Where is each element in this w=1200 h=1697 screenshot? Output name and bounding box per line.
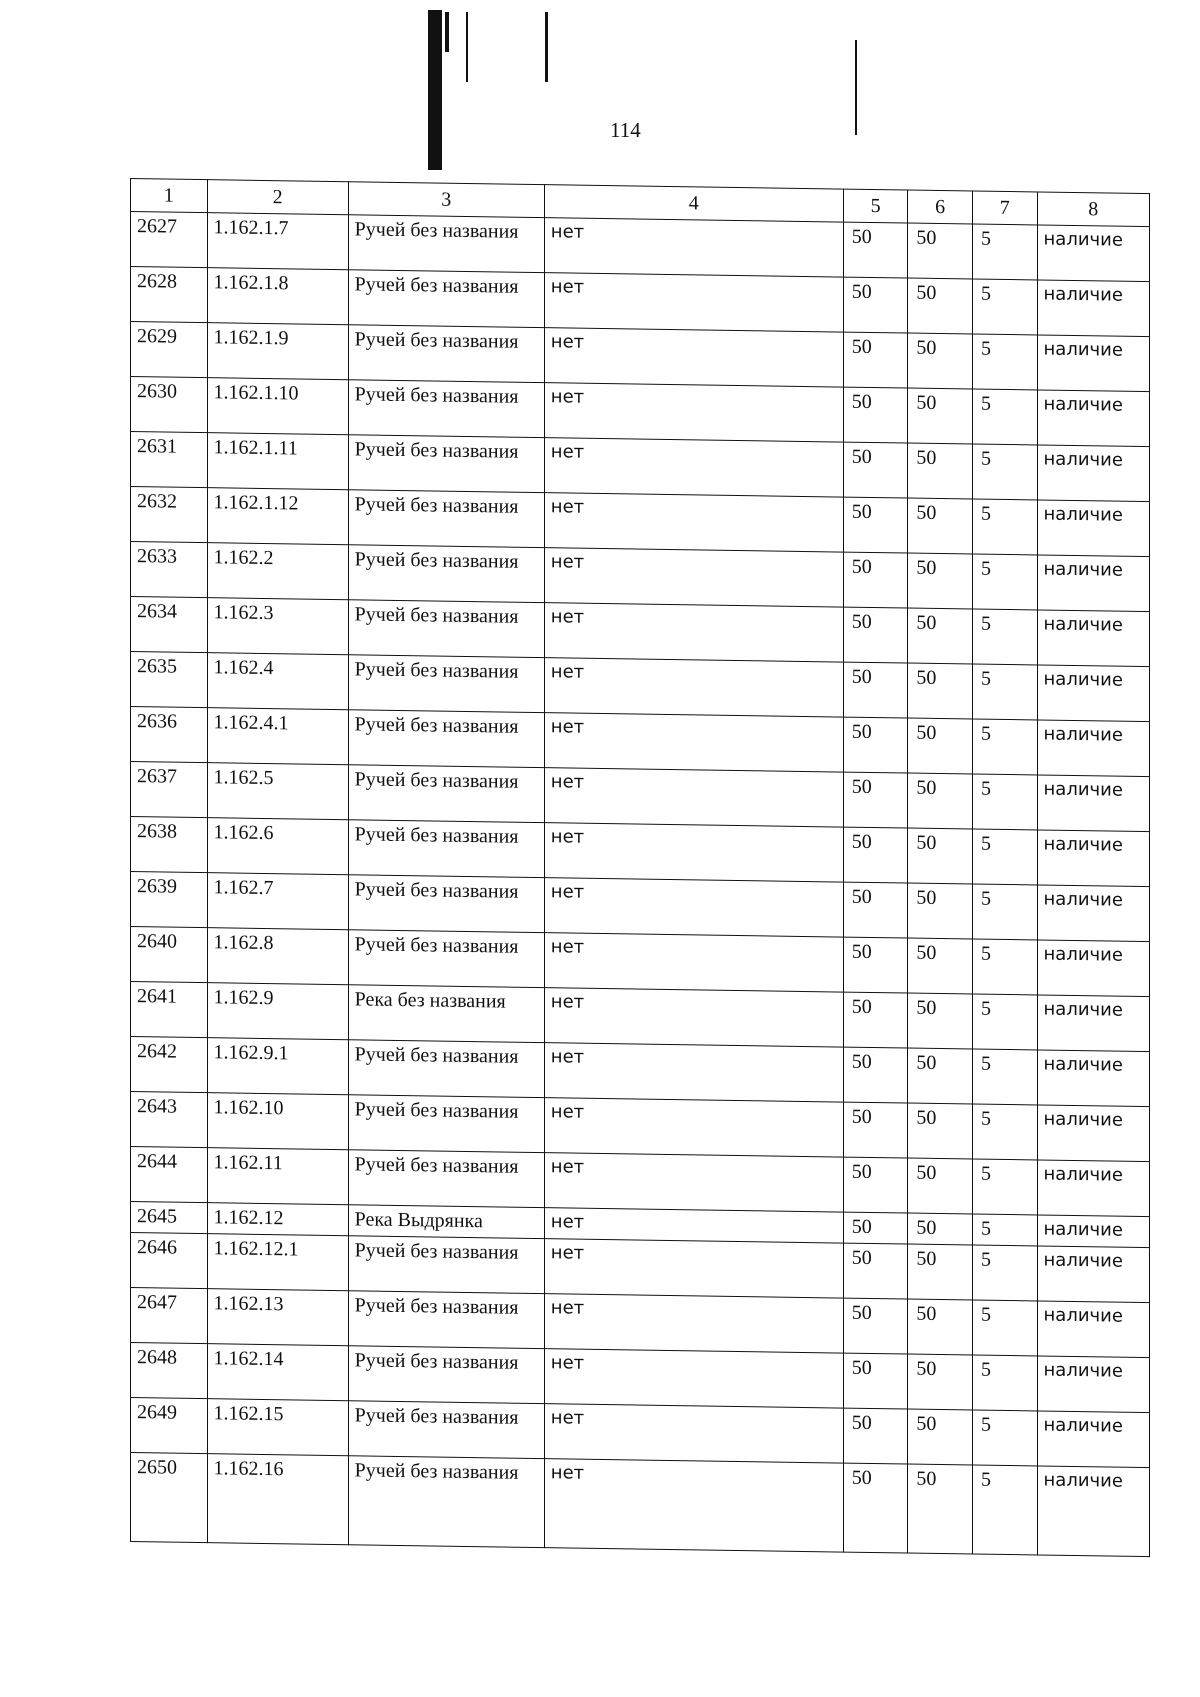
column-5: 50 bbox=[843, 442, 908, 498]
column-5: 50 bbox=[843, 387, 908, 443]
row-number: 2637 bbox=[131, 762, 208, 818]
column-4: нет bbox=[544, 713, 843, 772]
column-6: 50 bbox=[908, 388, 973, 444]
row-number: 2650 bbox=[131, 1453, 208, 1543]
row-number: 2629 bbox=[131, 322, 208, 378]
row-number: 2641 bbox=[131, 982, 208, 1038]
column-4: нет bbox=[544, 548, 843, 607]
column-7: 5 bbox=[972, 499, 1037, 555]
column-4: нет bbox=[544, 988, 843, 1047]
code: 1.162.6 bbox=[207, 818, 348, 875]
column-7: 5 bbox=[972, 1465, 1037, 1555]
column-7: 5 bbox=[972, 1355, 1037, 1411]
water-body-name: Река Выдрянка bbox=[348, 1205, 544, 1239]
column-4: нет bbox=[544, 1404, 843, 1463]
column-6: 50 bbox=[908, 443, 973, 499]
code: 1.162.10 bbox=[207, 1093, 348, 1150]
column-8: наличие bbox=[1037, 390, 1149, 447]
column-4: нет bbox=[544, 383, 843, 442]
column-header: 6 bbox=[908, 190, 973, 224]
row-number: 2636 bbox=[131, 707, 208, 763]
code: 1.162.12.1 bbox=[207, 1234, 348, 1291]
row-number: 2645 bbox=[131, 1202, 208, 1234]
column-4: нет bbox=[544, 1153, 843, 1212]
column-7: 5 bbox=[972, 1245, 1037, 1301]
column-5: 50 bbox=[843, 937, 908, 993]
column-7: 5 bbox=[972, 939, 1037, 995]
column-7: 5 bbox=[972, 1159, 1037, 1215]
column-6: 50 bbox=[908, 223, 973, 279]
column-8: наличие bbox=[1037, 995, 1149, 1052]
column-8: наличие bbox=[1037, 1215, 1149, 1248]
column-4: нет bbox=[544, 438, 843, 497]
column-5: 50 bbox=[843, 882, 908, 938]
column-5: 50 bbox=[843, 607, 908, 663]
column-5: 50 bbox=[843, 827, 908, 883]
column-6: 50 bbox=[908, 278, 973, 334]
column-header: 2 bbox=[207, 180, 348, 215]
column-7: 5 bbox=[972, 884, 1037, 940]
column-7: 5 bbox=[972, 334, 1037, 390]
row-number: 2639 bbox=[131, 872, 208, 928]
code: 1.162.3 bbox=[207, 598, 348, 655]
column-7: 5 bbox=[972, 664, 1037, 720]
code: 1.162.4.1 bbox=[207, 708, 348, 765]
data-table bbox=[130, 178, 1150, 1557]
column-7: 5 bbox=[972, 554, 1037, 610]
column-4: нет bbox=[544, 768, 843, 827]
row-number: 2634 bbox=[131, 597, 208, 653]
column-6: 50 bbox=[908, 1464, 973, 1554]
code: 1.162.1.10 bbox=[207, 378, 348, 435]
column-header: 1 bbox=[131, 179, 208, 213]
water-body-name: Ручей без названия bbox=[348, 435, 544, 493]
column-7: 5 bbox=[972, 774, 1037, 830]
column-8: наличие bbox=[1037, 830, 1149, 887]
column-8: наличие bbox=[1037, 1301, 1149, 1358]
row-number: 2630 bbox=[131, 377, 208, 433]
water-body-name: Ручей без названия bbox=[348, 215, 544, 273]
column-8: наличие bbox=[1037, 720, 1149, 777]
row-number: 2628 bbox=[131, 267, 208, 323]
code: 1.162.5 bbox=[207, 763, 348, 820]
column-5: 50 bbox=[843, 222, 908, 278]
column-8: наличие bbox=[1037, 1411, 1149, 1468]
column-header: 7 bbox=[972, 191, 1037, 225]
column-8: наличие bbox=[1037, 665, 1149, 722]
water-body-name: Ручей без названия bbox=[348, 930, 544, 988]
row-number: 2633 bbox=[131, 542, 208, 598]
column-8: наличие bbox=[1037, 1105, 1149, 1162]
row-number: 2644 bbox=[131, 1147, 208, 1203]
column-7: 5 bbox=[972, 279, 1037, 335]
column-8: наличие bbox=[1037, 445, 1149, 502]
page-number: 114 bbox=[610, 118, 641, 142]
column-header: 4 bbox=[544, 185, 843, 222]
column-4: нет bbox=[544, 603, 843, 662]
column-6: 50 bbox=[908, 498, 973, 554]
column-6: 50 bbox=[908, 1048, 973, 1104]
code: 1.162.7 bbox=[207, 873, 348, 930]
row-number: 2640 bbox=[131, 927, 208, 983]
column-6: 50 bbox=[908, 828, 973, 884]
column-5: 50 bbox=[843, 1157, 908, 1213]
column-7: 5 bbox=[972, 1104, 1037, 1160]
row-number: 2647 bbox=[131, 1288, 208, 1344]
water-body-name: Ручей без названия bbox=[348, 820, 544, 878]
column-6: 50 bbox=[908, 1409, 973, 1465]
column-6: 50 bbox=[908, 663, 973, 719]
code: 1.162.9.1 bbox=[207, 1038, 348, 1095]
code: 1.162.1.12 bbox=[207, 488, 348, 545]
column-7: 5 bbox=[972, 609, 1037, 665]
column-8: наличие bbox=[1037, 280, 1149, 337]
code: 1.162.1.9 bbox=[207, 323, 348, 380]
water-body-name: Ручей без названия bbox=[348, 1346, 544, 1404]
column-4: нет bbox=[544, 1208, 843, 1243]
column-4: нет bbox=[544, 1349, 843, 1408]
column-4: нет bbox=[544, 1043, 843, 1102]
column-8: наличие bbox=[1037, 1356, 1149, 1413]
water-body-name: Река без названия bbox=[348, 985, 544, 1043]
column-header: 8 bbox=[1037, 192, 1149, 227]
column-6: 50 bbox=[908, 1299, 973, 1355]
code: 1.162.1.7 bbox=[207, 213, 348, 270]
code: 1.162.13 bbox=[207, 1289, 348, 1346]
column-8: наличие bbox=[1037, 1050, 1149, 1107]
column-4: нет bbox=[544, 1459, 843, 1552]
column-5: 50 bbox=[843, 1463, 908, 1553]
column-7: 5 bbox=[972, 1049, 1037, 1105]
column-5: 50 bbox=[843, 277, 908, 333]
column-5: 50 bbox=[843, 497, 908, 553]
water-body-name: Ручей без названия bbox=[348, 270, 544, 328]
column-4: нет bbox=[544, 1239, 843, 1298]
column-7: 5 bbox=[972, 389, 1037, 445]
column-4: нет bbox=[544, 1098, 843, 1157]
column-4: нет bbox=[544, 933, 843, 992]
water-body-name: Ручей без названия bbox=[348, 545, 544, 603]
column-8: наличие bbox=[1037, 775, 1149, 832]
water-body-name: Ручей без названия bbox=[348, 1150, 544, 1208]
column-7: 5 bbox=[972, 829, 1037, 885]
column-5: 50 bbox=[843, 332, 908, 388]
column-5: 50 bbox=[843, 1212, 908, 1244]
row-number: 2643 bbox=[131, 1092, 208, 1148]
column-5: 50 bbox=[843, 1102, 908, 1158]
column-8: наличие bbox=[1037, 225, 1149, 282]
column-4: нет bbox=[544, 1294, 843, 1353]
column-7: 5 bbox=[972, 1214, 1037, 1246]
row-number: 2635 bbox=[131, 652, 208, 708]
column-4: нет bbox=[544, 823, 843, 882]
column-7: 5 bbox=[972, 719, 1037, 775]
column-7: 5 bbox=[972, 444, 1037, 500]
water-body-name: Ручей без названия bbox=[348, 1456, 544, 1548]
code: 1.162.1.11 bbox=[207, 433, 348, 490]
code: 1.162.1.8 bbox=[207, 268, 348, 325]
column-4: нет bbox=[544, 878, 843, 937]
column-5: 50 bbox=[843, 717, 908, 773]
column-5: 50 bbox=[843, 552, 908, 608]
water-body-name: Ручей без названия bbox=[348, 1291, 544, 1349]
water-body-name: Ручей без названия bbox=[348, 1095, 544, 1153]
row-number: 2646 bbox=[131, 1233, 208, 1289]
column-6: 50 bbox=[908, 333, 973, 389]
column-7: 5 bbox=[972, 1410, 1037, 1466]
code: 1.162.12 bbox=[207, 1203, 348, 1236]
column-7: 5 bbox=[972, 1300, 1037, 1356]
column-6: 50 bbox=[908, 1354, 973, 1410]
water-body-name: Ручей без названия bbox=[348, 1401, 544, 1459]
code: 1.162.4 bbox=[207, 653, 348, 710]
code: 1.162.9 bbox=[207, 983, 348, 1040]
column-5: 50 bbox=[843, 1298, 908, 1354]
row-number: 2649 bbox=[131, 1398, 208, 1454]
column-4: нет bbox=[544, 493, 843, 552]
column-4: нет bbox=[544, 328, 843, 387]
water-body-name: Ручей без названия bbox=[348, 600, 544, 658]
row-number: 2642 bbox=[131, 1037, 208, 1093]
column-5: 50 bbox=[843, 772, 908, 828]
column-7: 5 bbox=[972, 224, 1037, 280]
water-body-name: Ручей без названия bbox=[348, 1040, 544, 1098]
code: 1.162.2 bbox=[207, 543, 348, 600]
column-8: наличие bbox=[1037, 610, 1149, 667]
code: 1.162.11 bbox=[207, 1148, 348, 1205]
column-8: наличие bbox=[1037, 940, 1149, 997]
row-number: 2631 bbox=[131, 432, 208, 488]
water-body-name: Ручей без названия bbox=[348, 1236, 544, 1294]
code: 1.162.8 bbox=[207, 928, 348, 985]
column-6: 50 bbox=[908, 1103, 973, 1159]
water-body-name: Ручей без названия bbox=[348, 875, 544, 933]
column-6: 50 bbox=[908, 718, 973, 774]
column-6: 50 bbox=[908, 1244, 973, 1300]
column-5: 50 bbox=[843, 1353, 908, 1409]
column-8: наличие bbox=[1037, 885, 1149, 942]
column-6: 50 bbox=[908, 608, 973, 664]
column-8: наличие bbox=[1037, 1466, 1149, 1557]
row-number: 2632 bbox=[131, 487, 208, 543]
table-row bbox=[131, 1453, 1150, 1557]
column-8: наличие bbox=[1037, 555, 1149, 612]
water-body-name: Ручей без названия bbox=[348, 765, 544, 823]
column-5: 50 bbox=[843, 1047, 908, 1103]
column-8: наличие bbox=[1037, 1160, 1149, 1217]
column-5: 50 bbox=[843, 1243, 908, 1299]
column-5: 50 bbox=[843, 992, 908, 1048]
column-6: 50 bbox=[908, 1213, 973, 1245]
row-number: 2648 bbox=[131, 1343, 208, 1399]
column-6: 50 bbox=[908, 938, 973, 994]
code: 1.162.14 bbox=[207, 1344, 348, 1401]
code: 1.162.15 bbox=[207, 1399, 348, 1456]
water-body-name: Ручей без названия bbox=[348, 490, 544, 548]
column-6: 50 bbox=[908, 773, 973, 829]
column-7: 5 bbox=[972, 994, 1037, 1050]
water-body-name: Ручей без названия bbox=[348, 380, 544, 438]
column-6: 50 bbox=[908, 883, 973, 939]
column-6: 50 bbox=[908, 1158, 973, 1214]
water-body-name: Ручей без названия bbox=[348, 655, 544, 713]
column-8: наличие bbox=[1037, 1246, 1149, 1303]
column-6: 50 bbox=[908, 993, 973, 1049]
code: 1.162.16 bbox=[207, 1454, 348, 1545]
column-4: нет bbox=[544, 273, 843, 332]
row-number: 2627 bbox=[131, 212, 208, 268]
column-header: 3 bbox=[348, 182, 544, 218]
water-body-name: Ручей без названия bbox=[348, 325, 544, 383]
water-body-name: Ручей без названия bbox=[348, 710, 544, 768]
column-5: 50 bbox=[843, 1408, 908, 1464]
column-8: наличие bbox=[1037, 335, 1149, 392]
column-header: 5 bbox=[843, 189, 908, 223]
row-number: 2638 bbox=[131, 817, 208, 873]
column-5: 50 bbox=[843, 662, 908, 718]
column-6: 50 bbox=[908, 553, 973, 609]
column-4: нет bbox=[544, 658, 843, 717]
column-4: нет bbox=[544, 218, 843, 277]
column-8: наличие bbox=[1037, 500, 1149, 557]
